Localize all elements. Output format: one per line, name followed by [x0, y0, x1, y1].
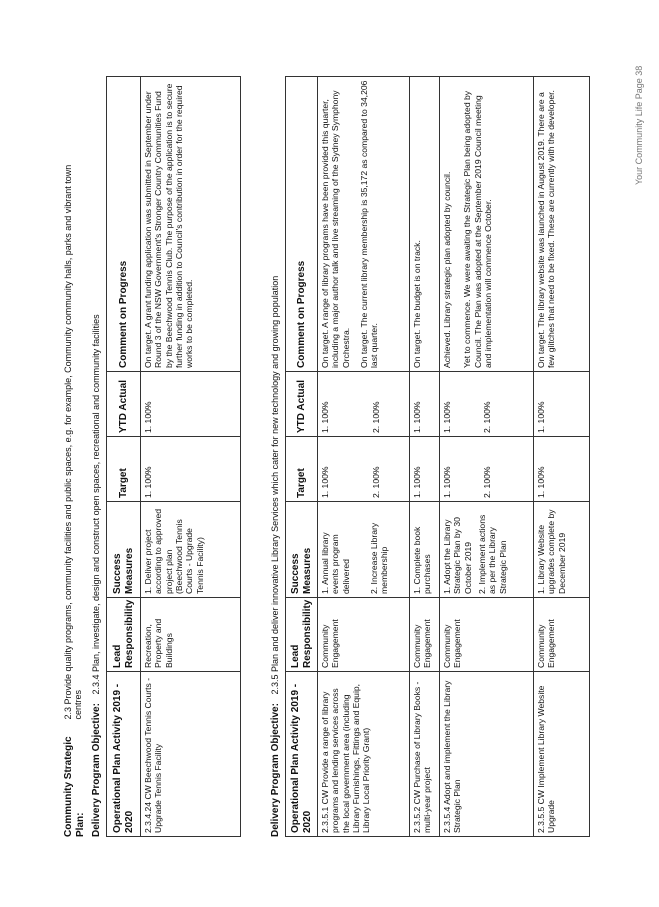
measure-cell — [440, 502, 534, 598]
target-cell: 1. 100% — [410, 437, 440, 502]
measure-cell: 1. Deliver project according to approved project plan (Beechwood Tennis Courts - Upgrade Tennis Facility) — [141, 502, 241, 598]
strategic-plan-label: Community Strategic Plan: — [63, 736, 86, 837]
header-lead: Lead Responsibility — [107, 598, 141, 672]
target-2: 2. 100% — [482, 466, 493, 498]
target-cell — [440, 437, 534, 502]
measure-cell: 1. Complete book purchases — [410, 502, 440, 598]
strategic-plan-text: 2.3 Provide quality programs, community facilities and public spaces, e.g. for example, Community community halls, parks and vibrant town centres — [63, 164, 84, 720]
objective-2-label: Delivery Program Objective: — [270, 703, 281, 837]
comment-1: On target. A range of library programs have been provided this quarter, including a major author talk and live streaming of the Sydney Symphony Orchestra. — [320, 90, 351, 368]
table-row — [141, 77, 241, 837]
activity-cell: 2.3.5.4 Adopt and implement the Library Strategic Plan — [440, 672, 534, 837]
measure-1: 1. Annual library events program delivered — [320, 532, 351, 594]
ytd-2: 2. 100% — [482, 401, 493, 433]
delivery-objective-2 — [270, 276, 282, 837]
measure-cell: 1. Library Website upgrades complete by December 2019 — [534, 502, 590, 598]
comment-cell: On target. A grant funding application was submitted in September under Round 3 of the NSW Government's Stronger Country Communities Fund by the Beechwood Tennis Club. The purpose of the application is to secure further funding in addition to Council's contribution in order for the required works to be completed. — [141, 77, 241, 372]
table-row — [534, 77, 590, 837]
target-cell: 1. 100% — [141, 437, 241, 502]
header-activity: Operational Plan Activity 2019 - 2020 — [107, 672, 141, 837]
target-2: 2. 100% — [371, 466, 382, 498]
ytd-cell — [440, 372, 534, 437]
target-1: 1. 100% — [442, 466, 452, 498]
activity-cell: 2.3.5.5 CW Implement Library Website Upgrade — [534, 672, 590, 837]
header-measures: Success Measures — [286, 502, 318, 598]
comment-1: Achieved. Library strategic plan adopted by council. — [442, 171, 452, 368]
lead-cell: Community Engagement — [410, 598, 440, 672]
ytd-cell: 1. 100% — [534, 372, 590, 437]
table-header-row — [286, 77, 318, 837]
header-ytd: YTD Actual — [107, 372, 141, 437]
header-comment: Comment on Progress — [107, 77, 141, 372]
comment-cell: On target. The library website was launched in August 2019. There are a few glitches that need to be fixed. These are currently with the developer. — [534, 77, 590, 372]
header-lead: Lead Responsibility — [286, 598, 318, 672]
target-1: 1. 100% — [320, 466, 330, 498]
delivery-objective-1 — [91, 314, 103, 837]
measure-2: 2. Increase Library membership — [368, 522, 390, 594]
lead-cell: Community Engagement — [440, 598, 534, 672]
ytd-cell — [318, 372, 410, 437]
comment-cell: On target. The budget is on track. — [410, 77, 440, 372]
lead-cell: Recreation, Property and Buildings — [141, 598, 241, 672]
activity-table-2 — [285, 76, 590, 837]
header-comment: Comment on Progress — [286, 77, 318, 372]
header-activity: Operational Plan Activity 2019 - 2020 — [286, 672, 318, 837]
comment-2: On target. The current library membership is 35,172 as compared to 34,206 last quarter. — [358, 80, 380, 368]
header-target: Target — [107, 437, 141, 502]
lead-cell: Community Engagement — [318, 598, 410, 672]
comment-2: Yet to commence. We were awaiting the Strategic Plan being adopted by Council. The Plan was adopted at the September 2019 Council meeting and implementation will commence October. — [462, 90, 493, 368]
measure-cell — [318, 502, 410, 598]
comment-cell — [440, 77, 534, 372]
ytd-2: 2. 100% — [371, 401, 382, 433]
header-measures: Success Measures — [107, 502, 141, 598]
target-cell — [318, 437, 410, 502]
lead-cell: Community Engagement — [534, 598, 590, 672]
table-header-row — [107, 77, 141, 837]
header-ytd: YTD Actual — [286, 372, 318, 437]
activity-cell: 2.3.4.24 CW Beechwood Tennis Courts - Upgrade Tennis Facility — [141, 672, 241, 837]
table-row — [440, 77, 534, 837]
measure-1: 1. Adopt the Library Strategic Plan by 30 October 2019 — [442, 517, 473, 594]
page-footer: Your Community Life Page 38 — [634, 65, 644, 185]
activity-table-1 — [106, 76, 241, 837]
header-target: Target — [286, 437, 318, 502]
table-row — [410, 77, 440, 837]
measure-2: 2. Implement actions as per the Library Strategic Plan — [476, 514, 508, 594]
ytd-cell: 1. 100% — [141, 372, 241, 437]
target-cell: 1. 100% — [534, 437, 590, 502]
objective-1-label: Delivery Program Objective: — [91, 703, 102, 837]
ytd-1: 1. 100% — [442, 401, 452, 433]
strategic-plan — [63, 77, 87, 837]
comment-cell — [318, 77, 410, 372]
objective-1-text: 2.3.4 Plan, investigate, design and construct open spaces, recreational and community facilities — [91, 314, 101, 695]
ytd-cell: 1. 100% — [410, 372, 440, 437]
ytd-1: 1. 100% — [320, 401, 330, 433]
table-row — [318, 77, 410, 837]
activity-cell: 2.3.5.1 CW Provide a range of library programs and lending services across the local government area (including Library Furnishings, Fittings and Equip, Library Local Priority Grant) — [318, 672, 410, 837]
objective-2-text: 2.3.5 Plan and deliver innovative Library Services which cater for new technology and growing population — [270, 275, 280, 695]
activity-cell: 2.3.5.2 CW Purchase of Library Books - multi-year project — [410, 672, 440, 837]
